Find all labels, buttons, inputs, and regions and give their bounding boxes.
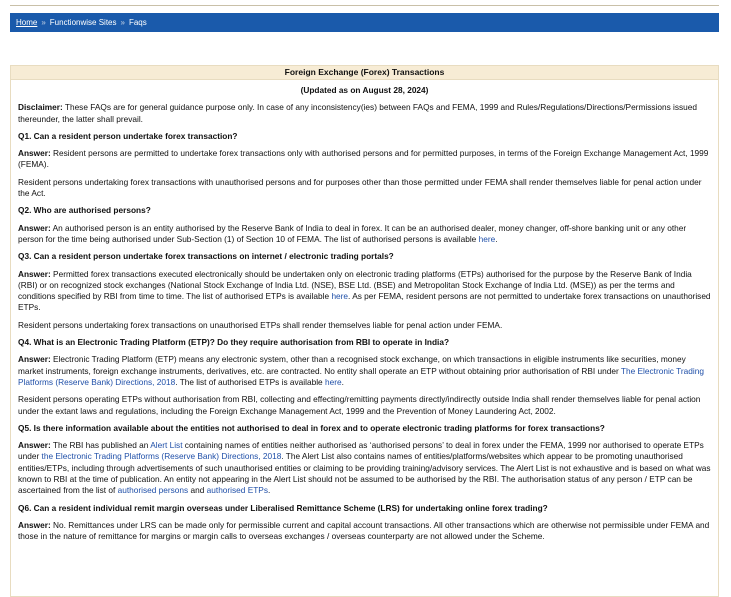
answer-text: . xyxy=(495,233,498,244)
disclaimer-label: Disclaimer: xyxy=(18,102,63,113)
breadcrumb-separator: » xyxy=(120,18,125,27)
answer-label: Answer: xyxy=(18,440,51,451)
answer-text: . As per FEMA, resident persons are not permitted to undertake forex transactions on unauthorised ETPs. xyxy=(18,291,711,313)
answer-text: . The Alert List also contains names of entities/platforms/websites which appear to be promoting unauthorised entities/ETPs, including through advertisements of such unauthorised entities or claiming to be providing training/advisory services. The Alert List is not exhaustive and is based on what was known to RBI at the time of publication. An entity not appearing in the Alert List should not be assumed to be authorised by the RBI. The authorisation status of any person / ETP can be ascertained from the list of xyxy=(18,451,711,496)
answer-label: Answer: xyxy=(18,268,51,279)
breadcrumb-separator: » xyxy=(41,18,46,27)
question-2: Q2. Who are authorised persons? xyxy=(18,205,151,216)
question-1: Q1. Can a resident person undertake forex transaction? xyxy=(18,130,238,141)
breadcrumb-faqs: Faqs xyxy=(128,18,147,27)
breadcrumb-functionwise-sites[interactable]: Functionwise Sites xyxy=(49,18,117,27)
faq-content xyxy=(11,80,718,543)
answer-label: Answer: xyxy=(18,354,51,365)
answer-4-paragraph-2: Resident persons operating ETPs without authorisation from RBI, collecting and effecting/remitting payments directly/indirectly outside India shall render themselves liable for penal action under the extant laws and regulations, including the Foreign Exchange Management Act, 1999 and the Prevention of Money Laundering Act, 2002. xyxy=(18,394,701,416)
authorised-persons-link[interactable]: here xyxy=(478,233,496,244)
answer-label: Answer: xyxy=(18,222,51,233)
question-6: Q6. Can a resident individual remit margin overseas under Liberalised Remittance Scheme (LRS) for undertaking online forex trading? xyxy=(18,502,548,513)
answer-label: Answer: xyxy=(18,148,51,159)
answer-1-paragraph-2: Resident persons undertaking forex transactions with unauthorised persons and for purposes other than those permitted under FEMA shall render themselves liable for penal action under the Act. xyxy=(18,176,702,199)
answer-text: The RBI has published an xyxy=(50,440,151,451)
answer-text: Permitted forex transactions executed electronically should be undertaken only on electronic trading platforms (ETPs) authorised for the purpose by the Reserve Bank of India (RBI) or on recognized stock exchanges (National Stock Exchange of India Ltd. (NSE), BSE Ltd. (BSE) and Metropolitan Stock Exchange of India Ltd. (MSE)) as per the terms and conditions specified by RBI from time to time. The list of authorised ETPs is available xyxy=(18,268,692,302)
faq-panel xyxy=(10,65,719,597)
answer-text: Electronic Trading Platform (ETP) means any electronic system, other than a recognised stock exchange, on which transactions in eligible instruments like securities, money market instruments, foreign exchange instruments, derivatives, etc. are contracted. No entity shall operate an ETP without obtaining prior authorisation of RBI under xyxy=(18,354,686,376)
answer-3-paragraph-2: Resident persons undertaking forex transactions on unauthorised ETPs shall render themselves liable for penal action under FEMA. xyxy=(18,319,503,330)
answer-text: . xyxy=(268,485,271,496)
answer-4 xyxy=(18,354,711,388)
answer-text: Resident persons are permitted to undertake forex transactions only with authorised persons and for permitted purposes, in terms of the Foreign Exchange Management Act, 1999 (FEMA). xyxy=(18,148,709,170)
question-4: Q4. What is an Electronic Trading Platform (ETP)? Do they require authorisation from RBI to operate in India? xyxy=(18,337,450,348)
etp-directions-link[interactable]: the Electronic Trading Platforms (Reserve Bank) Directions, 2018 xyxy=(41,451,282,462)
breadcrumb xyxy=(10,13,719,32)
alert-list-link[interactable]: Alert List xyxy=(150,440,183,451)
answer-text: . xyxy=(341,376,344,387)
answer-text: containing names of entities neither authorised as ‘authorised persons’ to deal in forex under the FEMA, 1999 nor authorised to operate ETPs under xyxy=(18,440,704,462)
answer-text: An authorised person is an entity authorised by the Reserve Bank of India to deal in forex. It can be an authorised dealer, money changer, off-shore banking unit or any other person for the time being authorised under Sub-Section (1) of Section 10 of FEMA. The list of authorised persons is available xyxy=(18,222,687,244)
etp-directions-link[interactable]: The Electronic Trading Platforms (Reserve Bank) Directions, 2018 xyxy=(18,365,704,387)
answer-5 xyxy=(18,440,711,496)
authorised-etps-link[interactable]: here xyxy=(331,291,349,302)
updated-date: (Updated as on August 28, 2024) xyxy=(300,85,429,95)
top-divider xyxy=(10,5,719,6)
answer-2 xyxy=(18,223,711,246)
answer-1 xyxy=(18,148,711,171)
answer-text: . The list of authorised ETPs is available xyxy=(175,376,325,387)
answer-label: Answer: xyxy=(18,519,51,530)
authorised-persons-link[interactable]: authorised persons xyxy=(117,485,189,496)
page-title: Foreign Exchange (Forex) Transactions xyxy=(11,66,718,80)
disclaimer-text: These FAQs are for general guidance purpose only. In case of any inconsistency(ies) between FAQs and FEMA, 1999 and Rules/Regulations/Directions/Permissions issued thereunder, the latter shall prevail. xyxy=(18,102,698,124)
answer-3 xyxy=(18,269,711,314)
answer-text: No. Remittances under LRS can be made only for permissible current and capital account transactions. All other transactions which are otherwise not permissible under FEMA and those in the nature of remittance for margins or margin calls to overseas exchanges / overseas counterparty are not allowed under the Scheme. xyxy=(18,519,710,542)
disclaimer xyxy=(18,102,711,125)
authorised-etps-link[interactable]: here xyxy=(324,376,342,387)
question-3: Q3. Can a resident person undertake forex transactions on internet / electronic trading portals? xyxy=(18,251,394,262)
authorised-etps-link[interactable]: authorised ETPs xyxy=(206,485,268,496)
breadcrumb-home-link[interactable]: Home xyxy=(16,18,38,27)
question-5: Q5. Is there information available about the entities not authorised to deal in forex and to operate electronic trading platforms for forex transactions? xyxy=(18,422,605,433)
answer-6 xyxy=(18,520,711,543)
answer-text: and xyxy=(188,485,207,496)
